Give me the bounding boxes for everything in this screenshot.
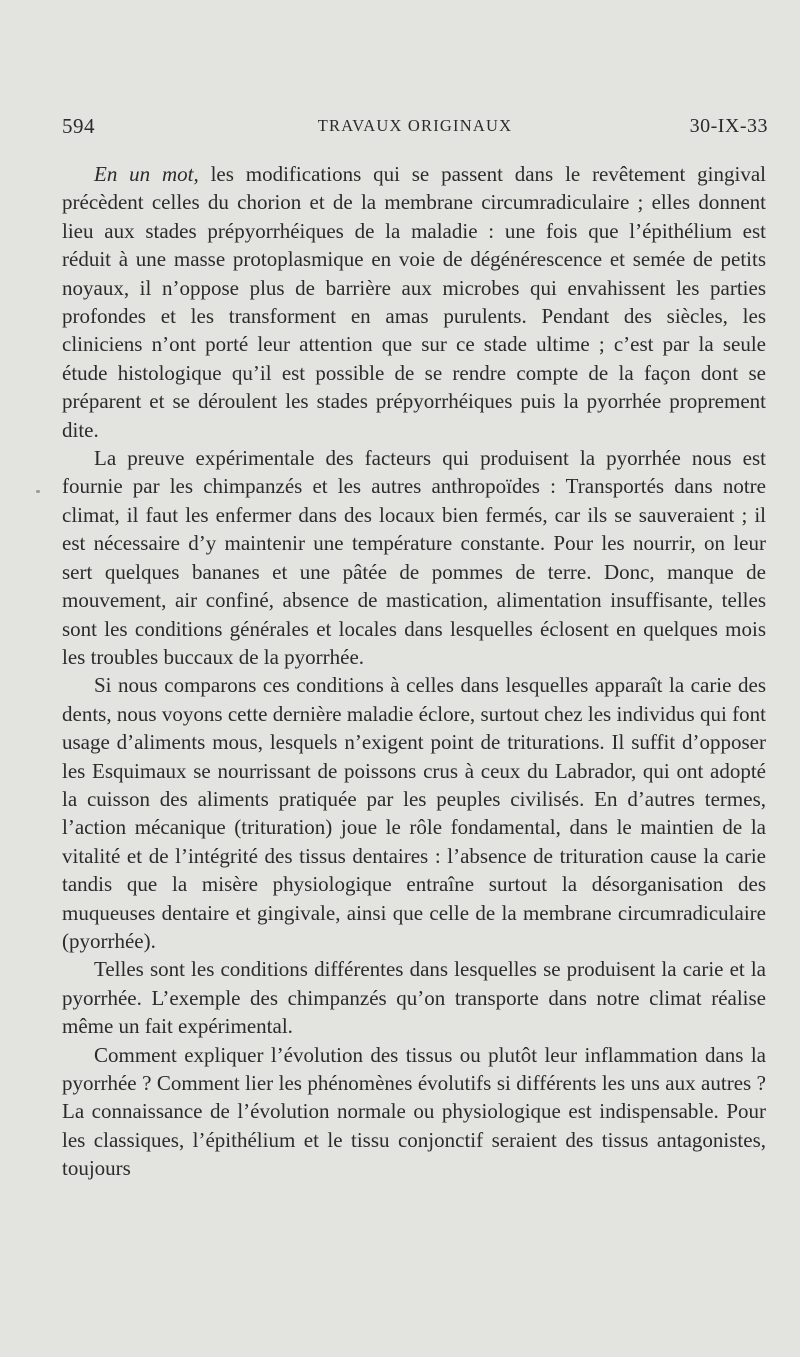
issue-date: 30-IX-33 [689, 115, 768, 137]
paragraph-1-text: les modifications qui se passent dans le revêtement gingival précèdent celles du chorion et de la membrane circumradiculaire ; elles donnent lieu aux stades prépyorrhéiques de la maladie : une fois que l’épithélium est réduit à une masse protoplasmique en voie de dégénérescence et semée de petits noyaux, il n’oppose plus de barrière aux microbes qui envahissent les parties profondes et les transforment en amas purulents. Pendant des siècles, les cliniciens n’ont porté leur attention que sur ce stade ultime ; c’est par la seule étude histologique qu’il est possible de se rendre compte de la façon dont se préparent et se déroulent les stades prépyorrhéiques puis la pyorrhée proprement dite. [62, 162, 767, 442]
margin-speck [36, 490, 40, 493]
page-number: 594 [62, 114, 95, 138]
paragraph-3: Si nous comparons ces conditions à celles dans lesquelles apparaît la carie des dents, nous voyons cette dernière maladie éclore, surtout chez les individus qui font usage d’aliments mous, lesquels n’exigent point de triturations. Il suffit d’opposer les Esquimaux se nourrissant de poissons crus à ceux du Labrador, qui ont adopté la cuisson des aliments pratiquée par les peuples civilisés. En d’autres termes, l’action mécanique (trituration) joue le rôle fondamental, dans le maintien de la vitalité et de l’intégrité des tissus dentaires : l’absence de trituration cause la carie tandis que la misère physiologique entraîne surtout la désorganisation des muqueuses dentaire et gingivale, ainsi que celle de la membrane circumradiculaire (pyorrhée). [62, 673, 766, 953]
paragraph-1-lead: En un mot, [94, 162, 199, 186]
paragraph-4: Telles sont les conditions différentes dans lesquelles se produisent la carie et la pyorrhée. L’exemple des chimpanzés qu’on transporte dans notre climat réalise même un fait expérimental. [62, 957, 766, 1039]
body-text [62, 160, 766, 1183]
running-title: TRAVAUX ORIGINAUX [317, 116, 513, 135]
running-header [62, 112, 768, 140]
paragraph-2: La preuve expérimentale des facteurs qui produisent la pyorrhée nous est fournie par les chimpanzés et les autres anthropoïdes : Transportés dans notre climat, il faut les enfermer dans des locaux bien fermés, car ils se sauveraient ; il est nécessaire d’y maintenir une température constante. Pour les nourrir, on leur sert quelques bananes et une pâtée de pommes de terre. Donc, manque de mouvement, air confiné, absence de mastication, alimentation insuffisante, telles sont les conditions générales et locales dans lesquelles éclosent en quelques mois les troubles buccaux de la pyorrhée. [62, 446, 766, 669]
paragraph-5: Comment expliquer l’évolution des tissus ou plutôt leur inflammation dans la pyorrhée ? Comment lier les phénomènes évolutifs si différents les uns aux autres ? La connaissance de l’évolution normale ou physiologique est indispensable. Pour les classiques, l’épithélium et le tissu conjonctif seraient des tissus antagonistes, toujours [62, 1042, 766, 1181]
paragraph-1 [62, 160, 766, 444]
